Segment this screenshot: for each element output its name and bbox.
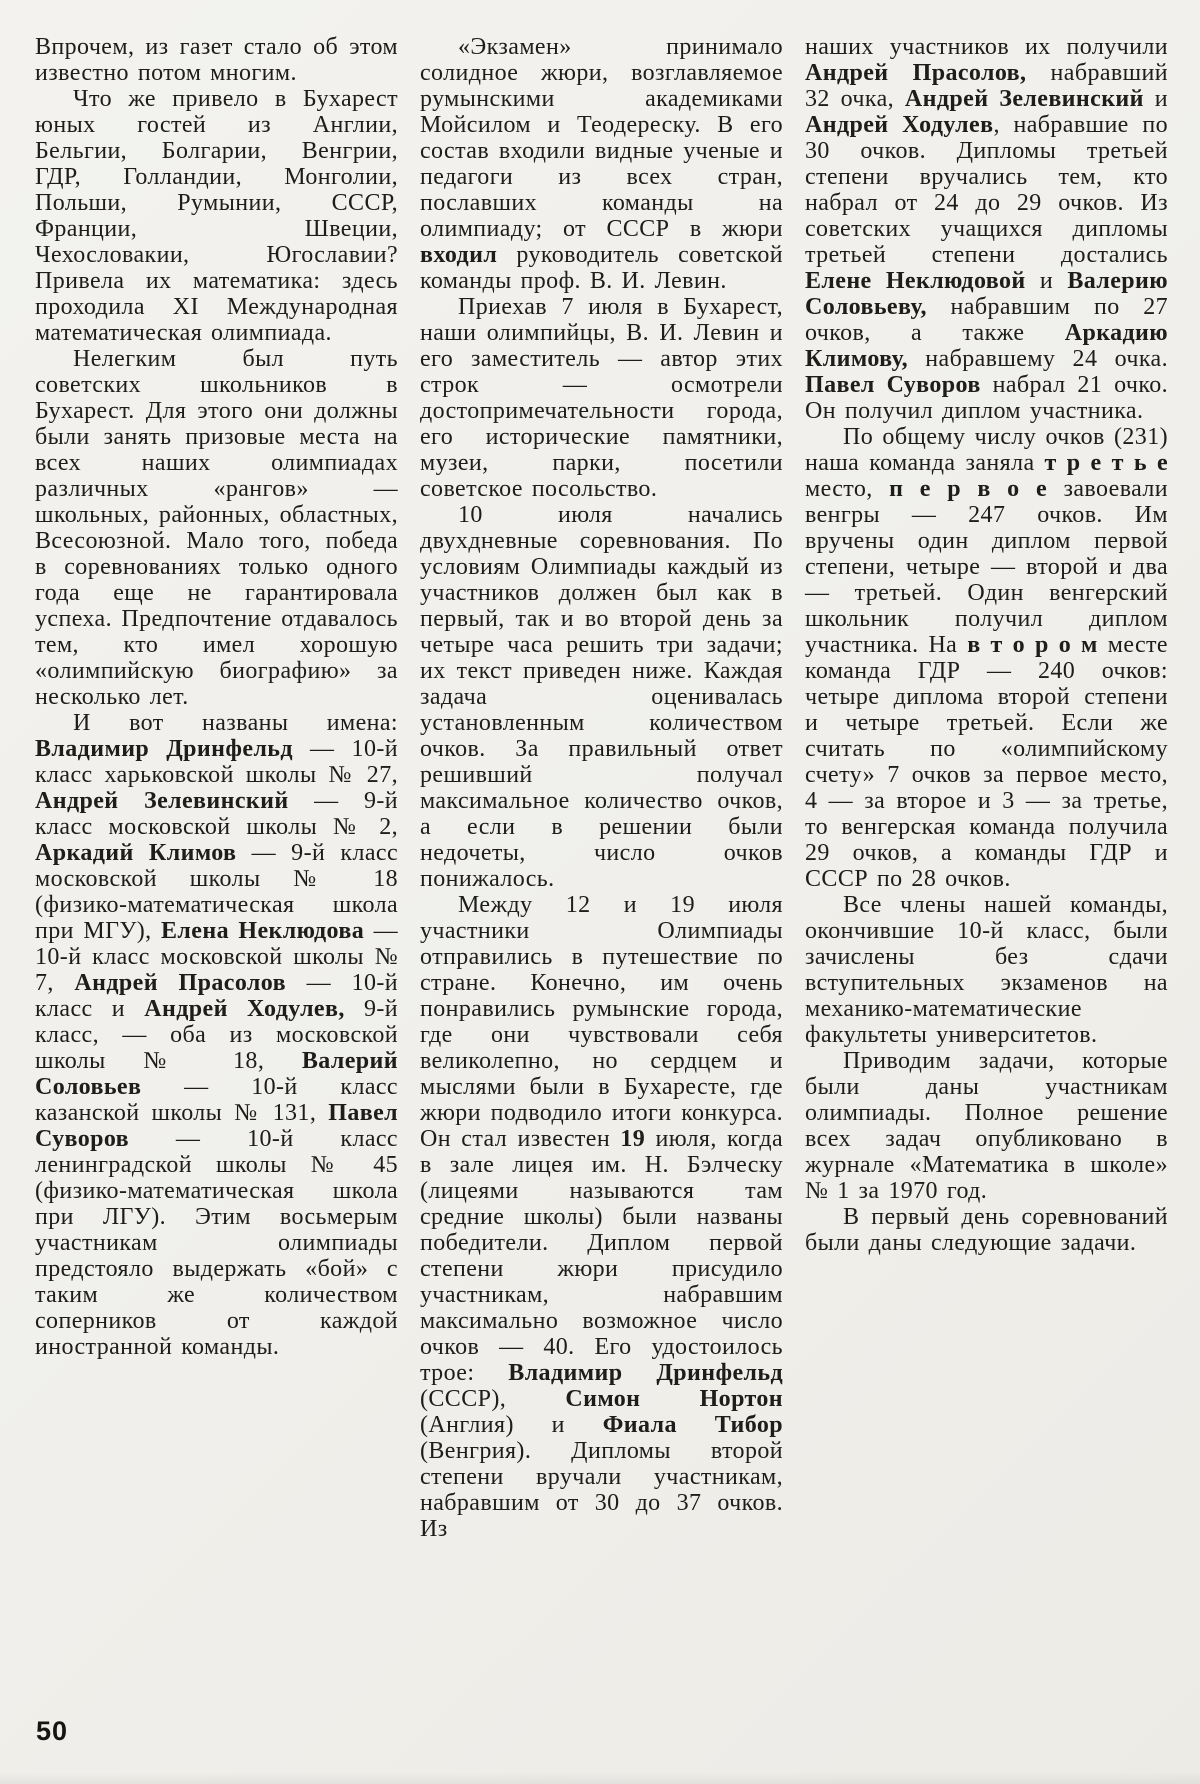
paragraph <box>420 34 783 294</box>
emphasis-text-run: т р е т ь е <box>1044 450 1168 476</box>
emphasis-text-run: Андрей Прасолов, <box>805 60 1027 86</box>
emphasis-text-run: Павел Суворов <box>35 1100 398 1152</box>
text-run: И вот названы имена: <box>73 710 398 736</box>
text-run: руководитель советской команды проф. В. И. Левин. <box>420 242 783 294</box>
text-run: июля, когда в зале лицея им. Н. Бэлческу (лицеями называются там средние школы) были названы победители. Диплом первой степени жюри присудило участникам, набравшим максимально возможное число очков — 40. Его удостоилось трое: <box>420 1126 783 1386</box>
paragraph <box>35 346 398 710</box>
text-run: наших участников их получили <box>805 34 1168 60</box>
paragraph <box>805 1048 1168 1204</box>
paragraph <box>805 892 1168 1048</box>
text-run: завоевали венгры — 247 очков. Им вручены один диплом первой степени, четыре — второй и два — третьей. Один венгерский школьник получил диплом участника. На <box>805 476 1169 658</box>
text-run: — 9-й класс московской школы № 2, <box>35 788 398 840</box>
text-run: — 10-й класс харьковской школы № 27, <box>35 736 398 788</box>
text-run: По общему числу очков (231) наша команда заняла <box>805 424 1168 476</box>
emphasis-text-run: Елене Неклюдовой <box>805 268 1026 294</box>
emphasis-text-run: входил <box>420 242 498 268</box>
emphasis-text-run: Владимир Дринфельд <box>508 1360 783 1386</box>
text-run: — 10-й класс ленинградской школы № 45 (физико-математическая школа при ЛГУ). Этим восьмерым участникам олимпиады предстояло выдержать «бой» с таким же количеством соперников от каждой иностранной команды. <box>35 1126 398 1360</box>
text-run: Впрочем, из газет стало об этом известно потом многим. <box>35 34 398 86</box>
emphasis-text-run: Андрей Ходулев, <box>144 996 345 1022</box>
text-run: Все члены нашей команды, окончившие 10-й класс, были зачислены без сдачи вступительных экзаменов на механико-математические факультеты университетов. <box>805 892 1168 1048</box>
emphasis-text-run: Андрей Зелевинский <box>904 86 1144 112</box>
paragraph <box>805 34 1168 424</box>
page-number: 50 <box>36 1716 69 1746</box>
text-run: набравшим по 27 очков, а также <box>805 294 1168 346</box>
emphasis-text-run: п е р в о е <box>889 476 1048 502</box>
text-run: , набравшие по 30 очков. Дипломы третьей степени вручались тем, кто набрал от 24 до 29 очков. Из советских учащихся дипломы третьей степени достались <box>805 112 1168 268</box>
text-run: 9-й класс, — оба из московской школы № 18, <box>35 996 399 1074</box>
emphasis-text-run: Елена Неклюдова <box>161 918 365 944</box>
emphasis-text-run: Андрей Зелевинский <box>35 788 289 814</box>
paragraph <box>805 424 1168 892</box>
text-run: — 9-й класс московской школы № 18 (физико-математическая школа при МГУ), <box>35 840 398 944</box>
text-run: месте команда ГДР — 240 очков: четыре диплома второй степени и четыре третьей. Если же считать по «олимпийскому счету» 7 очков за первое место, 4 — за второе и 3 — за третье, то венгерская команда получила 29 очков, а команды ГДР и СССР по 28 очков. <box>805 632 1168 892</box>
text-run: — 10-й класс московской школы № 7, <box>35 918 398 996</box>
emphasis-text-run: Аркадию Климову, <box>805 320 1168 372</box>
emphasis-text-run: 19 <box>620 1126 646 1152</box>
emphasis-text-run: Валерию Соловьеву, <box>805 268 1168 320</box>
text-run: место, <box>805 476 890 502</box>
text-run: и <box>1143 86 1168 112</box>
text-run: (Англия) и <box>420 1412 603 1438</box>
text-run: — 10-й класс казанской школы № 131, <box>35 1074 398 1126</box>
text-run: (Венгрия). Дипломы второй степени вручали участникам, набравшим от 30 до 37 очков. Из <box>420 1438 783 1542</box>
text-run: 10 июля начались двухдневные соревнования. По условиям Олимпиады каждый из участников должен был как в первый, так и во второй день за четыре часа решить три задачи; их текст приведен ниже. Каждая задача оценивалась установленным количеством очков. За правильный ответ решивший получал максимальное количество очков, а если в решении были недочеты, число очков понижалось. <box>420 502 783 892</box>
emphasis-text-run: Аркадий Климов <box>35 840 237 866</box>
emphasis-text-run: Андрей Ходулев <box>805 112 994 138</box>
paragraph <box>35 710 398 1360</box>
text-run: Приехав 7 июля в Бухарест, наши олимпийцы, В. И. Левин и его заместитель — автор этих строк — осмотрели достопримечательности города, его исторические памятники, музеи, парки, посетили советское посольство. <box>420 294 783 502</box>
emphasis-text-run: Валерий Соловьев <box>35 1048 398 1100</box>
text-column <box>420 34 783 1542</box>
text-run: набрал 21 очко. Он получил диплом участника. <box>805 372 1168 424</box>
text-run: набравший 32 очка, <box>805 60 1168 112</box>
emphasis-text-run: Андрей Прасолов <box>74 970 286 996</box>
paragraph <box>420 294 783 502</box>
text-run: В первый день соревнований были даны следующие задачи. <box>805 1204 1168 1256</box>
article-body <box>35 34 1168 1542</box>
emphasis-text-run: Павел Суворов <box>805 372 981 398</box>
paragraph <box>35 86 398 346</box>
emphasis-text-run: в т о р о м <box>967 632 1098 658</box>
text-run: (СССР), <box>420 1386 566 1412</box>
paragraph <box>805 1204 1168 1256</box>
text-run: Нелегким был путь советских школьников в Бухарест. Для этого они должны были занять призовые места на всех наших олимпиадах различных «рангов» — школьных, районных, областных, Всесоюзной. Мало того, победа в соревнованиях только одного года еще не гарантировала успеха. Предпочтение отдавалось тем, кто имел хорошую «олимпийскую биографию» за несколько лет. <box>35 346 398 710</box>
paragraph <box>420 502 783 892</box>
text-run: набравшему 24 очка. <box>908 346 1168 372</box>
emphasis-text-run: Владимир Дринфельд <box>35 736 293 762</box>
emphasis-text-run: Фиала Тибор <box>602 1412 783 1438</box>
paragraph <box>420 892 783 1542</box>
emphasis-text-run: Симон Нортон <box>565 1386 783 1412</box>
paragraph <box>35 34 398 86</box>
text-column <box>35 34 398 1542</box>
text-run: и <box>1025 268 1068 294</box>
text-run: — 10-й класс и <box>35 970 399 1022</box>
text-run: Между 12 и 19 июля участники Олимпиады отправились в путешествие по стране. Конечно, им очень понравились румынские города, где они чувствовали себя великолепно, но сердцем и мыслями были в Бухаресте, где жюри подводило итоги конкурса. Он стал известен <box>420 892 783 1152</box>
text-run: «Экзамен» принимало солидное жюри, возглавляемое румынскими академиками Мойсилом и Теодереску. В его состав входили видные ученые и педагоги из всех стран, пославших команды на олимпиаду; от СССР в жюри <box>420 34 783 242</box>
text-column <box>805 34 1168 1542</box>
text-run: Что же привело в Бухарест юных гостей из Англии, Бельгии, Болгарии, Венгрии, ГДР, Голландии, Монголии, Польши, Румынии, СССР, Франции, Швеции, Чехословакии, Югославии? Привела их математика: здесь проходила XI Международная математическая олимпиада. <box>35 86 398 346</box>
text-run: Приводим задачи, которые были даны участникам олимпиады. Полное решение всех задач опубликовано в журнале «Математика в школе» № 1 за 1970 год. <box>805 1048 1168 1204</box>
